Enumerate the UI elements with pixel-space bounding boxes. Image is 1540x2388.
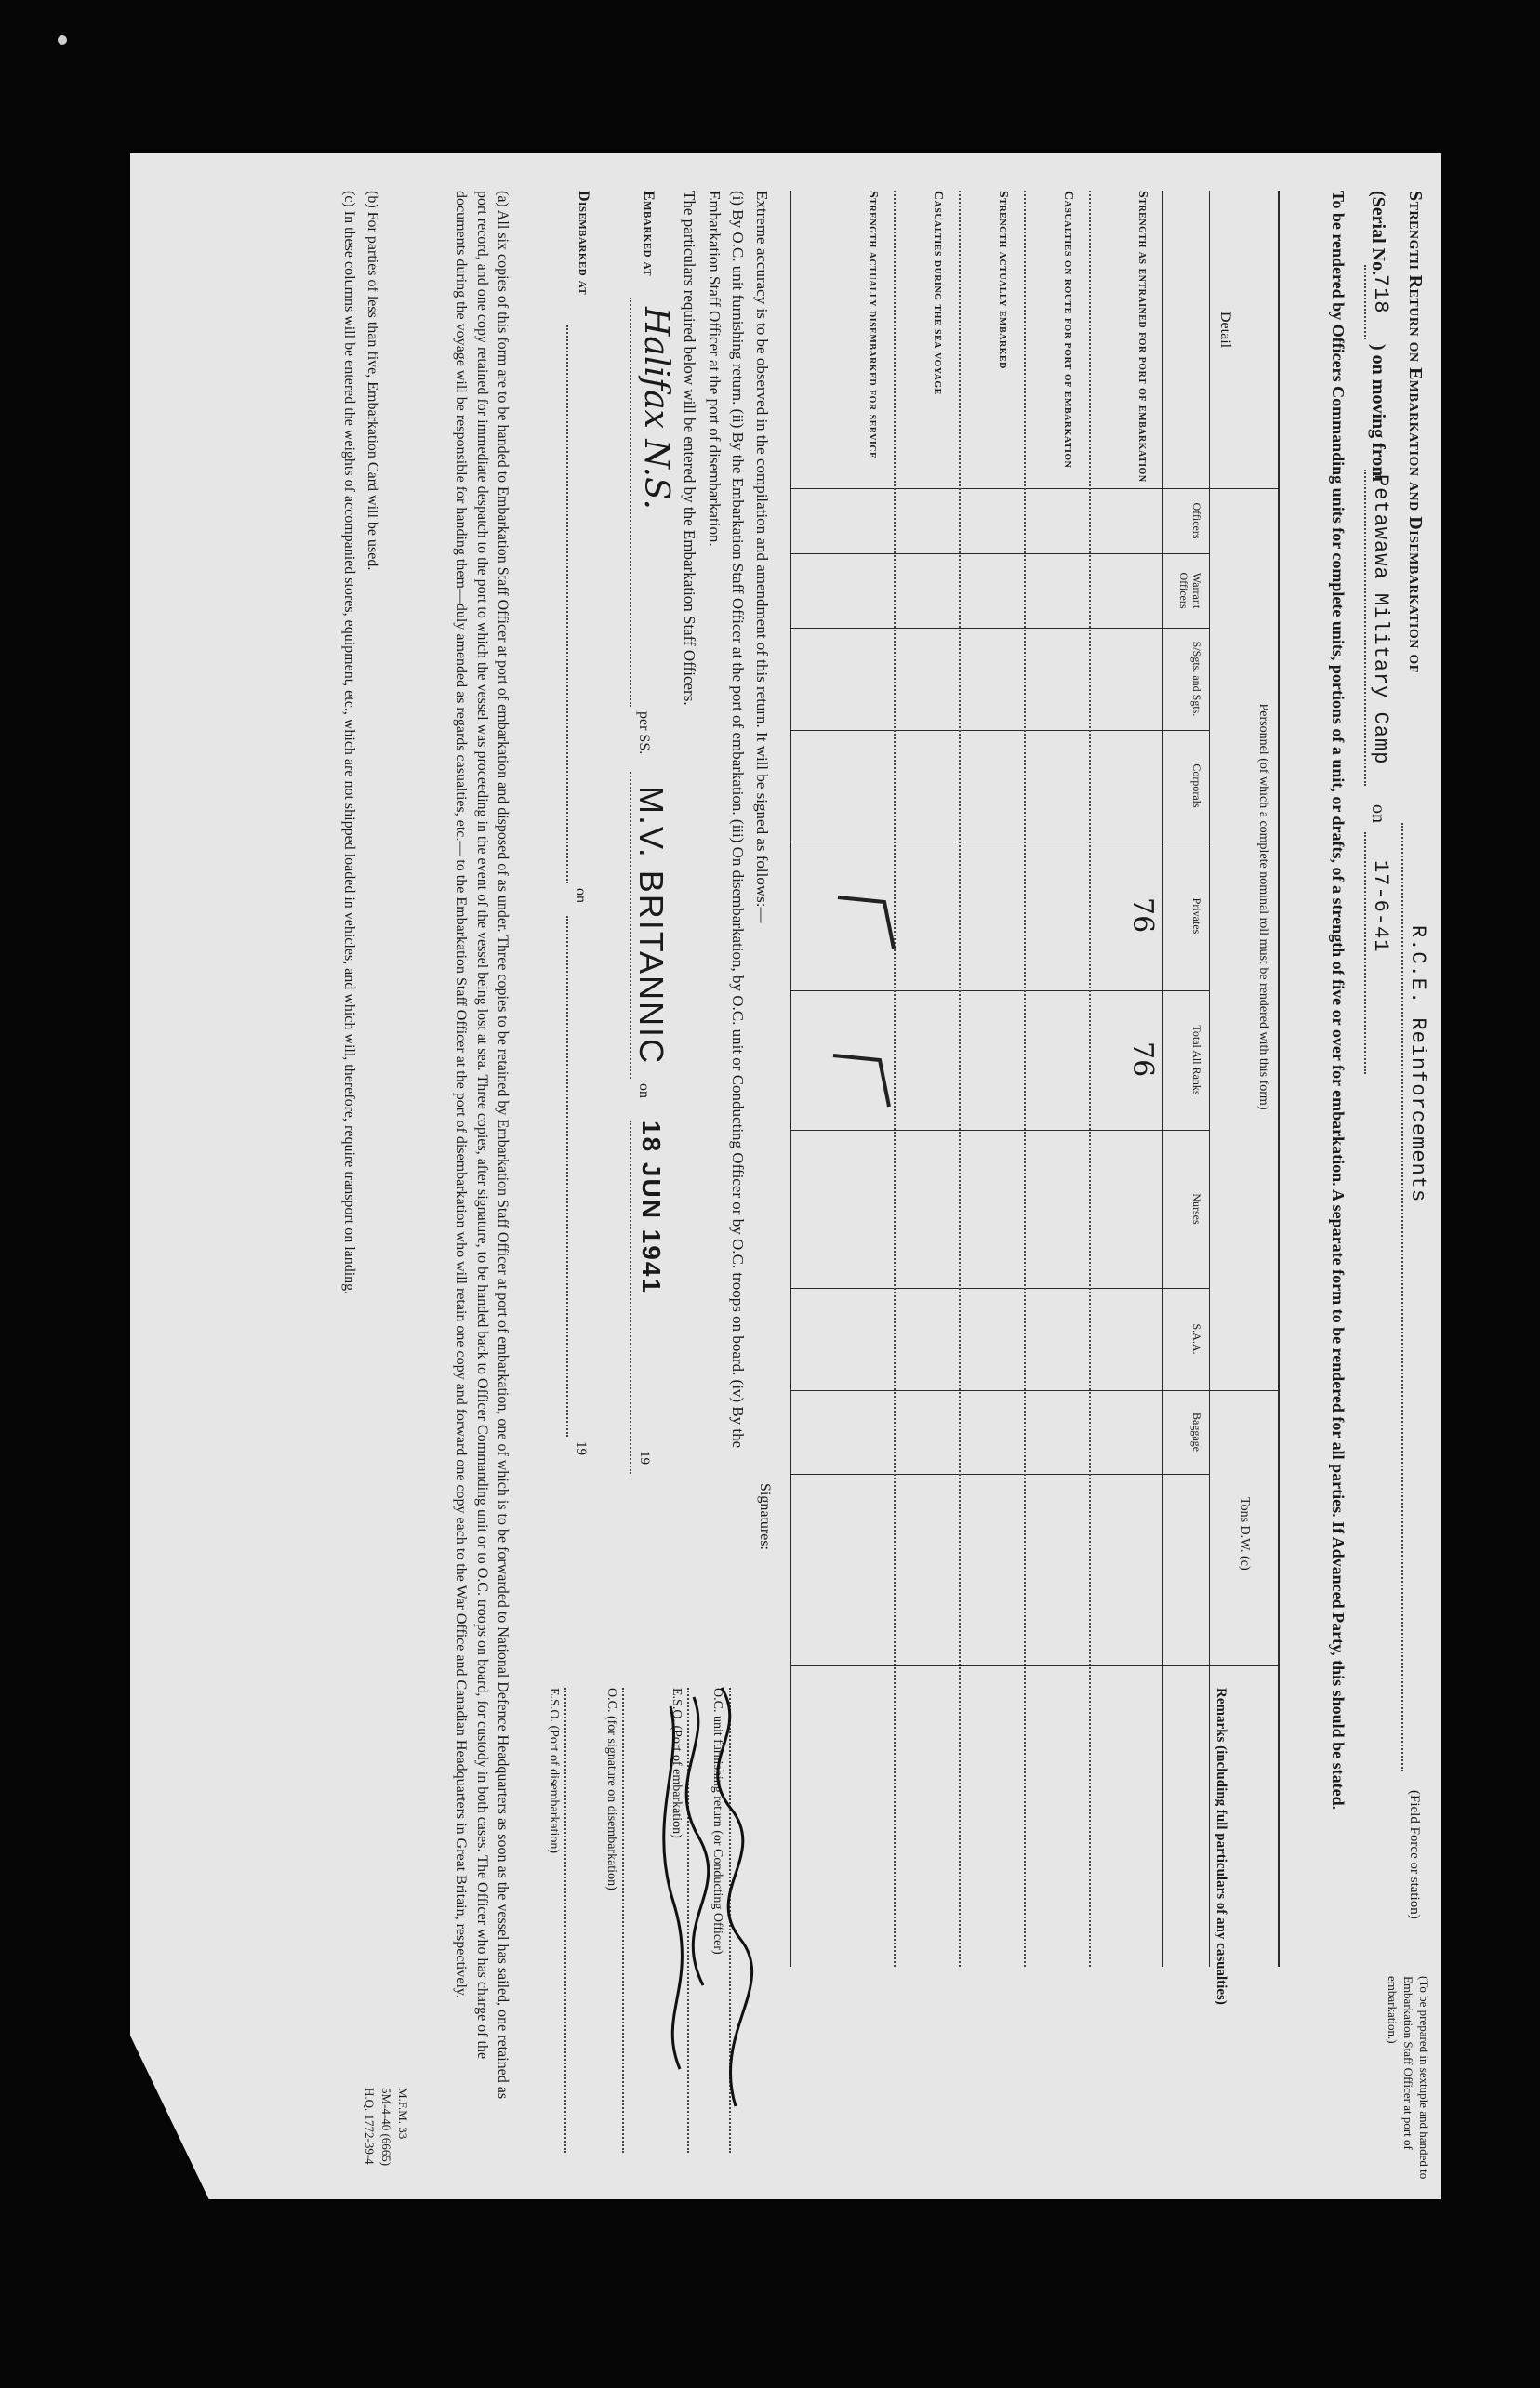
remarks-header: Remarks (including full particulars of any casualties)	[1214, 1688, 1228, 2005]
col-nurses: Nurses	[1190, 1193, 1203, 1225]
side-note: (Field Force or station)	[1407, 1790, 1422, 1919]
sig-oc-dis-label: O.C. (for signature on disembarkation)	[604, 1688, 618, 1890]
sig-eso-label: E.S.O. (Port of embarkation)	[670, 1688, 684, 1838]
disembarked-label: Disembarked at	[576, 191, 591, 296]
row-entrained-label: Strength as entrained for port of embarkation	[1135, 191, 1149, 483]
col-corporals: Corporals	[1190, 763, 1203, 808]
moving-date: 17-6-41	[1369, 860, 1392, 953]
col-privates: Privates	[1190, 897, 1203, 935]
disembarked-year-label: 19	[574, 1441, 589, 1455]
note-c: (c) In these columns will be entered the weights of accompanied stores, equipment, etc., which are not shipped loaded in vehicles, and which will, therefore, require transport on landing.	[341, 191, 357, 1295]
embarked-on-label: on	[636, 1083, 652, 1098]
sig-oc-unit-label: O.C. unit furnishing return (or Conducting Officer)	[710, 1688, 724, 1955]
moving-label: ) on moving from	[1368, 344, 1388, 482]
accuracy-heading: Extreme accuracy is to be observed in the compilation and amendment of this return. It will be signed as follows:—	[753, 191, 771, 923]
moving-on-label: on	[1368, 804, 1388, 823]
col-saa: S.A.A.	[1190, 1323, 1203, 1355]
pencil-check-marks	[810, 860, 922, 1195]
particulars-note: The particulars required below will be entered by the Embarkation Staff Officers.	[681, 191, 698, 706]
col-officers: Officers	[1190, 502, 1203, 539]
row-casualties-sea-label: Casualties during the sea voyage	[931, 191, 945, 395]
row-casualties-route-label: Casualties on route for port of embarkation	[1061, 191, 1075, 469]
note-b: (b) For parties of less than five, Embarkation Card will be used.	[365, 191, 380, 571]
detail-header: Detail	[1217, 312, 1233, 349]
embarked-at: Halifax N.S.	[637, 307, 675, 510]
form-code-1: M.F.M. 33	[396, 2088, 410, 2140]
handwritten-signatures	[638, 1678, 759, 2162]
film-mark	[58, 35, 67, 45]
row-embarked-label: Strength actually embarked	[996, 191, 1010, 369]
personnel-header: Personnel (of which a complete nominal roll must be rendered with this form)	[1256, 703, 1270, 1110]
row-entrained-total: 76	[1126, 1041, 1159, 1078]
serial-label: (Serial No.	[1368, 191, 1388, 276]
date-stamp: 18 JUN 1941	[637, 1121, 666, 1295]
strength-return-form	[131, 153, 1442, 2199]
col-warrant-officers: Warrant Officers	[1177, 572, 1203, 609]
col-total: Total All Ranks	[1190, 1025, 1203, 1095]
unit-name: R.C.E. Reinforcements	[1406, 925, 1429, 1203]
corner-note: (To be prepared in sextuple and handed to Embarkation Staff Officer at port of embarkation.)	[1386, 1976, 1431, 2180]
form-code-3: H.Q. 1772-39-4	[363, 2088, 377, 2165]
serial-number: 718	[1369, 274, 1392, 314]
form-code-2: 5M-4-40 (6665)	[379, 2088, 393, 2167]
col-sgts: S/Sgts. and Sgts.	[1190, 641, 1203, 717]
signatures-heading: Signatures:	[757, 1483, 773, 1550]
embarked-label: Embarked at	[641, 191, 657, 277]
moving-from: Petawawa Military Camp	[1369, 474, 1392, 765]
accuracy-text: (i) By O.C. unit furnishing return. (ii) By the Embarkation Staff Officer at the port of embarkation. (iii) On disembarkation, by O.C. unit or Conducting Officer or by O.C. troops on board. (iv) By the Embarkation Staff Officer at the port of disembarkation.	[706, 191, 747, 1449]
sig-eso-dis-label: E.S.O. (Port of disembarkation)	[547, 1688, 561, 1854]
tons-header: Tons D.W. (c)	[1238, 1497, 1252, 1571]
ship-name: M.V. BRITANNIC	[632, 786, 670, 1066]
disembarked-on-label: on	[573, 888, 589, 903]
note-a: (a) All six copies of this form are to be handed to Embarkation Staff Officer at port of embarkation and disposed of as under. Three copies to be retained by Embarkation Staff Officer at port of embarkation, one of which is to be forwarded to National Defence Headquarters as soon as the vessel has sailed, one retained as port record, and one copy retained for immediate despatch to the port to which the vessel was proceeding in the event of the vessel being lost at sea. Three copies, after signature, to be handed back to Officer Commanding unit or to O.C. troops on board, for custody in both cases. The Officer who has charge of the documents during the voyage will be responsible for handing them—duly amended as regards casualties, etc.— to the Embarkation Staff Officer at the port of disembarkation who will retain one copy and forward one copy each to the War Office and Canadian Headquarters in Great Britain, respectively.	[453, 191, 511, 2100]
form-title: Strength Return on Embarkation and Disembarkation of	[1405, 191, 1426, 673]
per-ss-label: per SS.	[636, 711, 652, 755]
instruction-text: To be rendered by Officers Commanding units for complete units, portions of a unit, or drafts, of a strength of five or over for embarkation. A separate form to be rendered for all parties. If Advanced Party, this should be stated.	[1329, 191, 1348, 1811]
embarked-year-label: 19	[637, 1451, 652, 1465]
col-baggage: Baggage	[1190, 1413, 1203, 1452]
row-disembarked-label: Strength actually disembarked for service	[866, 191, 880, 459]
row-entrained-privates: 76	[1126, 897, 1159, 934]
